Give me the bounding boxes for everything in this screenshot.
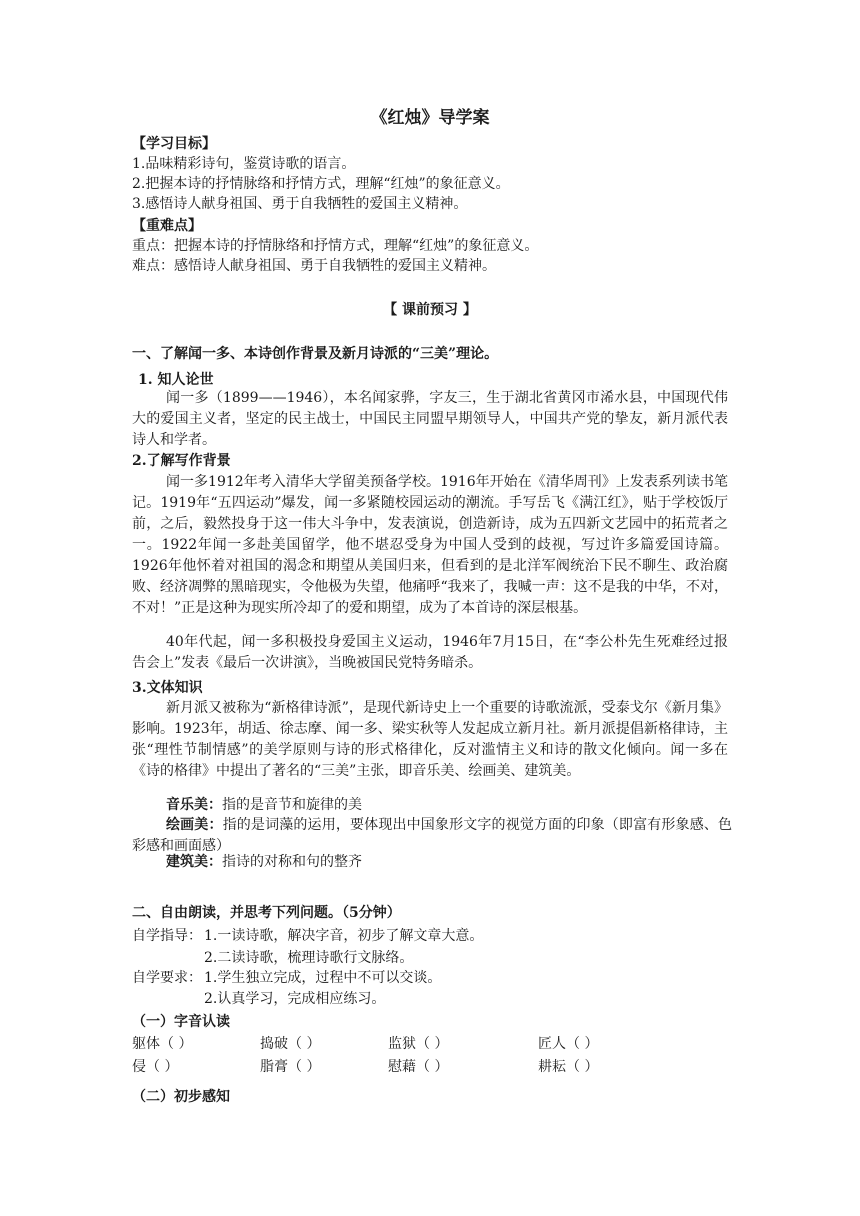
architecture-beauty-text: 指诗的对称和句的整齐 (222, 854, 362, 870)
guide-label: 自学指导： (132, 928, 202, 944)
architecture-beauty-label: 建筑美： (166, 854, 222, 870)
key-point: 重点：把握本诗的抒情脉络和抒情方式，理解“红烛”的象征意义。 (132, 238, 539, 254)
pronunciation-blank: 脂膏（ ） (260, 1059, 321, 1075)
key-points-heading: 【重难点】 (132, 218, 202, 234)
sub3-text: 新月派又被称为“新格律诗派”，是现代新诗史上一个重要的诗歌流派，受泰戈尔《新月集》影响。1923年，胡适、徐志摩、闻一多、梁实秋等人发起成立新月社。新月派提倡新格律诗，主张“理性节制情感”的美学原则与诗的形式格律化，反对滥情主义和诗的散文化倾向。闻一多在《诗的格律》中提出了著名的“三美”主张，即音乐美、绘画美、建筑美。 (132, 700, 728, 779)
music-beauty-label: 音乐美： (166, 797, 222, 813)
architecture-beauty (166, 852, 362, 872)
difficult-point: 难点：感悟诗人献身祖国、勇于自我牺牲的爱国主义精神。 (132, 258, 496, 274)
painting-beauty (132, 815, 732, 857)
initial-perception-heading: （二）初步感知 (132, 1089, 230, 1105)
pronunciation-blank: 慰藉（ ） (388, 1059, 449, 1075)
sub3-heading: 3.文体知识 (132, 680, 203, 696)
sub1-heading: 1. 知人论世 (138, 372, 214, 388)
objectives-heading: 【学习目标】 (132, 136, 216, 152)
guide-item: 2.二读诗歌，梳理诗歌行文脉络。 (204, 950, 414, 966)
guide-item: 1.一读诗歌，解决字音，初步了解文章大意。 (204, 928, 484, 944)
sub1-text: 闻一多（1899——1946），本名闻家骅，字友三，生于湖北省黄冈市浠水县，中国现代伟大的爱国主义者，坚定的民主战士，中国民主同盟早期领导人，中国共产党的挚友，新月派代表诗人和学者。 (132, 390, 728, 448)
music-beauty (166, 795, 362, 815)
music-beauty-text: 指的是音节和旋律的美 (222, 797, 362, 813)
preview-heading: 【 课前预习 】 (383, 302, 477, 318)
pronunciation-blank: 躯体（ ） (132, 1036, 193, 1052)
objective-item: 2.把握本诗的抒情脉络和抒情方式，理解“红烛”的象征意义。 (132, 176, 510, 192)
section2-heading: 二、自由朗读，并思考下列问题。（5分钟） (132, 905, 401, 921)
pronunciation-blank: 捣破（ ） (260, 1036, 321, 1052)
sub2-paragraph: 40年代起，闻一多积极投身爱国主义运动，1946年7月15日，在“李公朴先生死难经过报告会上”发表《最后一次讲演》，当晚被国民党特务暗杀。 (132, 634, 728, 671)
pronunciation-heading: （一）字音认读 (132, 1014, 230, 1030)
sub2-heading: 2.了解写作背景 (132, 453, 231, 469)
requirement-item: 2.认真学习，完成相应练习。 (204, 991, 386, 1007)
pronunciation-blank: 匠人（ ） (538, 1036, 599, 1052)
pronunciation-blank: 监狱（ ） (388, 1036, 449, 1052)
pronunciation-blank: 侵（ ） (132, 1059, 179, 1075)
painting-beauty-text: 指的是词藻的运用，要体现出中国象形文字的视觉方面的印象（即富有形象感、色彩感和画面感） (132, 817, 733, 854)
painting-beauty-label: 绘画美： (166, 817, 223, 833)
requirement-label: 自学要求： (132, 970, 202, 986)
sub2-paragraph: 闻一多1912年考入清华大学留美预备学校。1916年开始在《清华周刊》上发表系列读书笔记。1919年“五四运动”爆发，闻一多紧随校园运动的潮流。手写岳飞《满江红》，贴于学校饭厅前，之后，毅然投身于这一伟大斗争中，发表演说，创造新诗，成为五四新文艺园中的拓荒者之一。1922年闻一多赴美国留学，他不堪忍受身为中国人受到的歧视，写过许多篇爱国诗篇。1926年他怀着对祖国的渴念和期望从美国归来，但看到的是北洋军阀统治下民不聊生、政治腐败、经济凋弊的黑暗现实，令他极为失望，他痛呼“我来了，我喊一声：这不是我的中华，不对，不对！”正是这种为现实所冷却了的爱和期望，成为了本首诗的深层根基。 (132, 474, 728, 616)
objective-item: 1.品味精彩诗句，鉴赏诗歌的语言。 (132, 156, 356, 172)
pronunciation-blank: 耕耘（ ） (538, 1059, 599, 1075)
requirement-item: 1.学生独立完成，过程中不可以交谈。 (204, 970, 442, 986)
page-title: 《红烛》导学案 (370, 108, 490, 128)
section1-heading: 一、了解闻一多、本诗创作背景及新月诗派的“三美”理论。 (132, 346, 499, 362)
objective-item: 3.感悟诗人献身祖国、勇于自我牺牲的爱国主义精神。 (132, 196, 468, 212)
